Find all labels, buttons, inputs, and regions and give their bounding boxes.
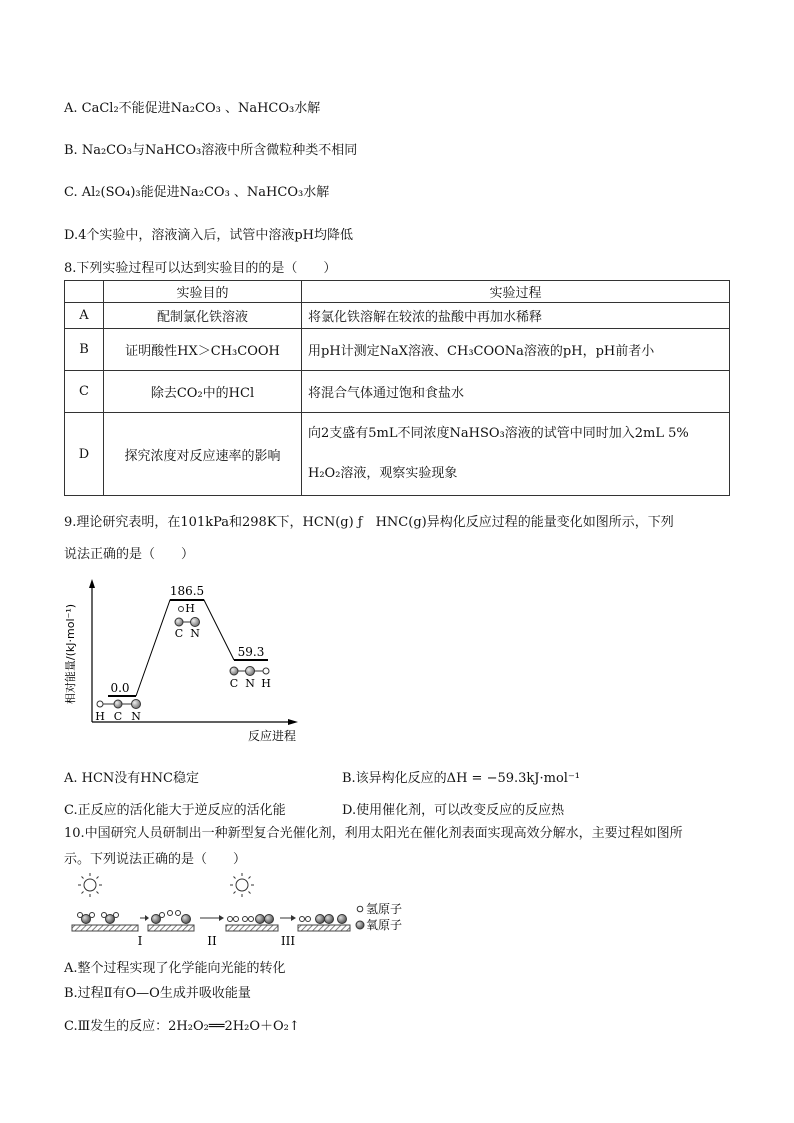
n-atom <box>191 618 200 627</box>
q7-option-c: C. Al₂(SO₄)₃能促进Na₂CO₃ 、NaHCO₃水解 <box>64 185 330 200</box>
h-atom <box>179 607 184 612</box>
row-process-line: 向2支盛有5mL不同浓度NaHSO₃溶液的试管中同时加入2mL 5% <box>308 426 689 441</box>
h-atom <box>263 668 269 674</box>
energy-diagram <box>64 572 304 750</box>
step-label: III <box>280 934 296 948</box>
q10-stem-line1: 10.中国研究人员研制出一种新型复合光催化剂，利用太阳光在催化剂表面实现高效分解水，主要过程如图所 <box>64 826 683 841</box>
step-label: II <box>207 934 217 948</box>
q7-option-a: A. CaCl₂不能促进Na₂CO₃ 、NaHCO₃水解 <box>64 101 321 116</box>
legend-h-label: 氢原子 <box>366 902 403 916</box>
hcn-molecule <box>95 700 141 724</box>
legend-o-icon <box>356 921 364 929</box>
table-row <box>65 371 730 413</box>
level-end-value: 59.3 <box>237 645 265 659</box>
q9-option-b: B.该异构化反应的ΔH = −59.3kJ·mol⁻¹ <box>342 771 581 786</box>
row-purpose: 探究浓度对反应速率的影响 <box>104 413 302 496</box>
atom-label: C <box>229 677 239 690</box>
ts-molecule <box>175 602 200 640</box>
level-start-value: 0.0 <box>110 681 130 695</box>
atom-label: N <box>190 627 200 640</box>
q9-options-row1 <box>64 767 730 786</box>
table-row <box>65 329 730 371</box>
catalyst-surface <box>298 925 350 931</box>
q9-stem-line2: 说法正确的是（ ） <box>64 547 195 562</box>
row-label: D <box>65 413 104 496</box>
row-label: C <box>65 371 104 413</box>
q9-option-a: A. HCN没有HNC稳定 <box>64 771 199 786</box>
q8-table <box>64 280 730 496</box>
catalyst-surface <box>148 925 194 931</box>
row-process: 将氯化铁溶解在较浓的盐酸中再加水稀释 <box>302 303 730 329</box>
row-process <box>302 413 730 496</box>
legend-h-icon <box>357 906 363 912</box>
catalyst-surface <box>72 925 138 931</box>
table-header-cell: 实验目的 <box>104 281 302 303</box>
q9-stem-line1: 9.理论研究表明，在101kPa和298K下，HCN(g) ƒ HNC(g)异构化反应过程的能量变化如图所示，下列 <box>64 515 674 530</box>
photocatalysis-diagram <box>70 873 415 948</box>
level-ts-value: 186.5 <box>169 584 205 598</box>
row-process: 用pH计测定NaX溶液、CH₃COONa溶液的pH，pH前者小 <box>302 329 730 371</box>
q7-option-b: B. Na₂CO₃与NaHCO₃溶液中所含微粒种类不相同 <box>64 143 358 158</box>
row-purpose: 证明酸性HX＞CH₃COOH <box>104 329 302 371</box>
y-axis-label: 相对能量/(kJ·mol⁻¹) <box>64 603 77 705</box>
q10-option-c: C.Ⅲ发生的反应：2H₂O₂══2H₂O＋O₂↑ <box>64 1019 300 1034</box>
atom-label: C <box>174 627 184 640</box>
atom-label: N <box>245 677 255 690</box>
x-axis-arrow-icon <box>288 719 298 725</box>
c-atom <box>175 618 183 626</box>
row-label: A <box>65 303 104 329</box>
sun-icon <box>230 873 254 897</box>
row-purpose: 配制氯化铁溶液 <box>104 303 302 329</box>
q9-options-row2 <box>64 799 730 818</box>
table-header-cell <box>65 281 104 303</box>
hnc-molecule <box>230 667 271 691</box>
n-atom <box>246 667 255 676</box>
q10-option-a: A.整个过程实现了化学能向光能的转化 <box>64 961 286 976</box>
table-header-cell: 实验过程 <box>302 281 730 303</box>
atom-label: H <box>261 677 271 690</box>
atom-label: H <box>185 602 195 615</box>
q9-option-c: C.正反应的活化能大于逆反应的活化能 <box>64 803 286 818</box>
sun-icon <box>78 873 102 897</box>
atom-label: N <box>131 710 141 723</box>
row-process-line: H₂O₂溶液，观察实验现象 <box>308 466 458 481</box>
row-purpose: 除去CO₂中的HCl <box>104 371 302 413</box>
x-axis-label: 反应进程 <box>247 729 297 743</box>
atom-label: H <box>95 710 105 723</box>
c-atom <box>230 667 238 675</box>
catalyst-surface <box>226 925 278 931</box>
q10-stem-line2: 示。下列说法正确的是（ ） <box>64 852 247 867</box>
water-molecules <box>78 913 119 924</box>
row-label: B <box>65 329 104 371</box>
n-atom <box>132 700 141 709</box>
intermediate-1 <box>152 911 191 924</box>
c-atom <box>114 700 122 708</box>
row-process: 将混合气体通过饱和食盐水 <box>302 371 730 413</box>
h-atom <box>97 701 103 707</box>
table-row <box>65 413 730 496</box>
atom-label: C <box>113 710 123 723</box>
products <box>300 915 347 924</box>
y-axis-arrow-icon <box>89 579 95 588</box>
step-label: I <box>137 934 143 948</box>
legend-o-label: 氧原子 <box>366 918 403 932</box>
table-header-row <box>65 281 730 303</box>
q10-option-b: B.过程Ⅱ有O—O生成并吸收能量 <box>64 986 251 1001</box>
intermediate-2 <box>228 915 274 924</box>
table-row <box>65 303 730 329</box>
q9-option-d: D.使用催化剂，可以改变反应的反应热 <box>342 803 565 818</box>
q8-stem: 8.下列实验过程可以达到实验目的的是（ ） <box>64 261 337 276</box>
q7-option-d: D.4个实验中，溶液滴入后，试管中溶液pH均降低 <box>64 228 354 243</box>
